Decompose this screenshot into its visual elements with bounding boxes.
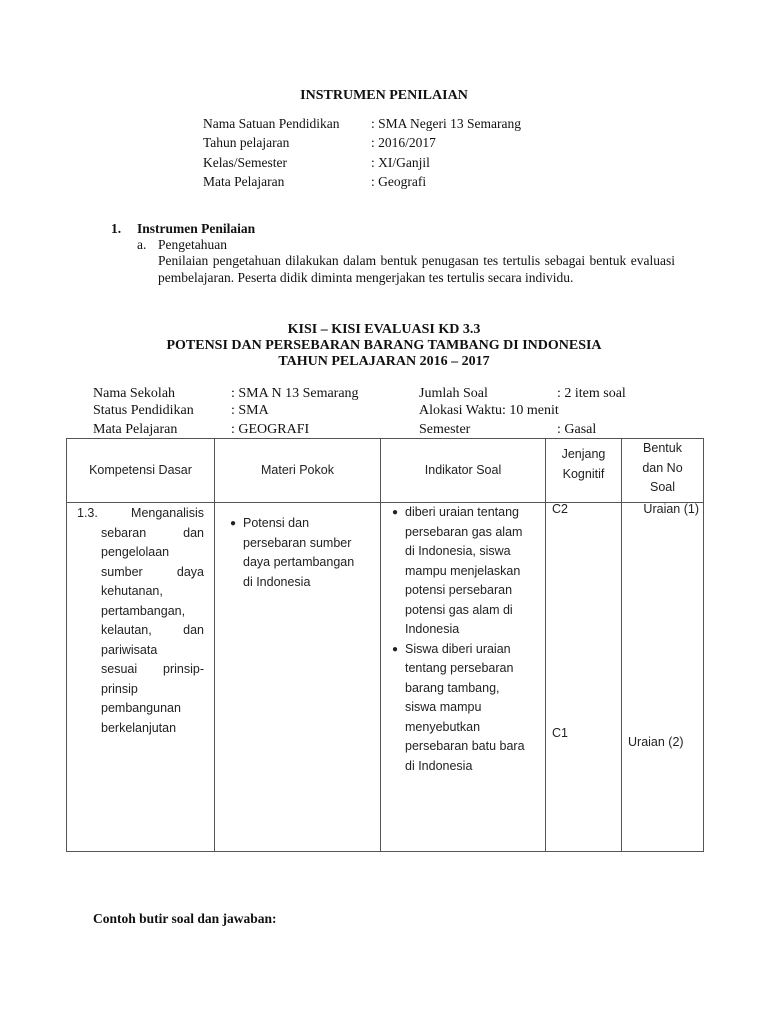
kisi-table xyxy=(66,438,704,852)
bentuk-2: Uraian (2) xyxy=(628,735,684,749)
info-label-subject: Mata Pelajaran xyxy=(203,174,285,189)
info-label-school: Nama Satuan Pendidikan xyxy=(203,116,340,131)
meta-count-value: : 2 item soal xyxy=(557,386,626,401)
meta-subject-label: Mata Pelajaran xyxy=(93,422,178,437)
meta-status-label: Status Pendidikan xyxy=(93,403,194,418)
info-value-class: : XI/Ganjil xyxy=(371,155,430,170)
contoh-heading: Contoh butir soal dan jawaban: xyxy=(93,911,277,926)
cell-indikator-soal: ● diberi uraian tentang persebaran gas alam di Indonesia, siswa mampu menjelaskan potensi persebaran potensi gas alam di Indonesia ● Siswa diberi uraian tentang persebaran barang tambang, siswa mampu menyebutkan persebaran batu bara di Indonesia xyxy=(381,503,546,852)
info-label-class: Kelas/Semester xyxy=(203,155,287,170)
bullet-icon: ● xyxy=(229,518,237,529)
jenjang-2: C1 xyxy=(552,726,568,740)
header-jenjang-kognitif: Jenjang Kognitif xyxy=(546,439,622,503)
header-bentuk-soal: Bentuk dan No Soal xyxy=(622,439,704,503)
info-value-school: : SMA Negeri 13 Semarang xyxy=(371,116,521,131)
bullet-icon: ● xyxy=(391,643,399,655)
info-value-year: : 2016/2017 xyxy=(371,135,436,150)
info-value-subject: : Geografi xyxy=(371,174,427,189)
meta-status-value: : SMA xyxy=(231,403,269,418)
table-row xyxy=(67,503,704,852)
section-title: Instrumen Penilaian xyxy=(137,221,256,236)
cell-kompetensi-dasar: 1.3. Menganalisis sebaran dan pengelolaan sumber daya kehutanan, pertambangan, kelautan, dan pariwisata sesuai prinsip- prinsip pembangunan berkelanjutan xyxy=(67,503,215,852)
meta-school-label: Nama Sekolah xyxy=(93,386,176,401)
kisi-heading-1: KISI – KISI EVALUASI KD 3.3 xyxy=(287,322,481,337)
subsection-title: Pengetahuan xyxy=(158,237,227,252)
meta-time-allocation: Alokasi Waktu: 10 menit xyxy=(419,403,559,418)
meta-semester-label: Semester xyxy=(419,422,471,437)
bullet-icon: ● xyxy=(391,507,399,518)
header-indikator-soal: Indikator Soal xyxy=(381,439,546,503)
cell-bentuk-soal xyxy=(622,503,704,852)
table-header-row xyxy=(67,439,704,503)
meta-school-value: : SMA N 13 Semarang xyxy=(231,386,359,401)
bentuk-1: Uraian (1) xyxy=(643,502,699,516)
kisi-heading-3: TAHUN PELAJARAN 2016 – 2017 xyxy=(278,354,490,369)
section-number: 1. xyxy=(111,221,122,236)
section-paragraph: Penilaian pengetahuan dilakukan dalam bentuk penugasan tes tertulis sebagai bentuk evaluasi pembelajaran. Peserta didik diminta mengerjakan tes tertulis secara individu. xyxy=(158,253,675,285)
subsection-letter: a. xyxy=(137,237,147,252)
meta-semester-value: : Gasal xyxy=(557,422,597,437)
header-materi-pokok: Materi Pokok xyxy=(215,439,381,503)
jenjang-1: C2 xyxy=(552,502,568,516)
kisi-heading-2: POTENSI DAN PERSEBARAN BARANG TAMBANG DI INDONESIA xyxy=(166,338,602,353)
meta-subject-value: : GEOGRAFI xyxy=(231,422,310,437)
meta-count-label: Jumlah Soal xyxy=(419,386,488,401)
document-title: INSTRUMEN PENILAIAN xyxy=(300,88,468,103)
info-label-year: Tahun pelajaran xyxy=(203,135,290,150)
cell-jenjang-kognitif xyxy=(546,503,622,852)
cell-materi-pokok: ● Potensi dan persebaran sumber daya pertambangan di Indonesia xyxy=(215,503,381,852)
header-kompetensi-dasar: Kompetensi Dasar xyxy=(67,439,215,503)
